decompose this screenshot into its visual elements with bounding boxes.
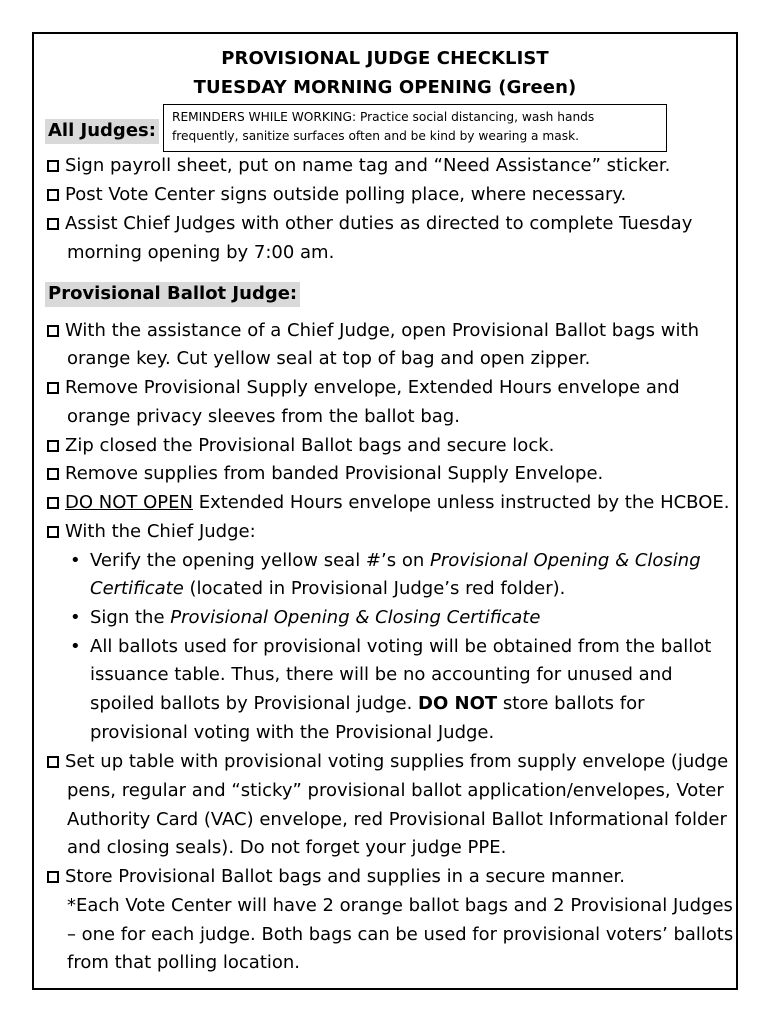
bullet-item-continued: issuance table. Thus, there will be no accounting for unused and	[90, 664, 673, 685]
checklist-item	[47, 863, 625, 891]
do-not-text: DO NOT	[418, 693, 498, 714]
item-text: With the assistance of a Chief Judge, open Provisional Ballot bags with	[65, 320, 699, 341]
checklist-item	[47, 317, 699, 345]
do-not-open-text: DO NOT OPEN	[65, 492, 193, 513]
bullet-item-continued	[90, 575, 565, 603]
reminder-line-1: REMINDERS WHILE WORKING: Practice social distancing, wash hands	[172, 110, 595, 124]
bullet-item	[90, 547, 701, 575]
all-judges-header: All Judges:	[45, 119, 159, 144]
page-title: PROVISIONAL JUDGE CHECKLIST	[221, 48, 549, 69]
item-text-continued: orange key. Cut yellow seal at top of bag and open zipper.	[67, 348, 591, 369]
bullet-icon: •	[70, 550, 81, 571]
checklist-item	[47, 518, 256, 546]
bullet-item: All ballots used for provisional voting will be obtained from the ballot	[90, 636, 712, 657]
bullet-icon: •	[70, 636, 81, 657]
bullet-text: Verify the opening yellow seal #’s on	[90, 550, 430, 571]
checkbox[interactable]	[47, 382, 59, 394]
item-text-continued: Authority Card (VAC) envelope, red Provisional Ballot Informational folder	[67, 809, 727, 830]
certificate-title: Provisional Opening & Closing	[429, 550, 701, 571]
bullet-item-continued	[90, 690, 645, 718]
checkbox[interactable]	[47, 468, 59, 480]
checkbox[interactable]	[47, 218, 59, 230]
item-text: Set up table with provisional voting supplies from supply envelope (judge	[65, 751, 729, 772]
checkbox[interactable]	[47, 497, 59, 509]
item-text: Extended Hours envelope unless instructed by the HCBOE.	[192, 492, 730, 513]
certificate-title: Provisional Opening & Closing Certificate	[170, 607, 541, 628]
bullet-text: spoiled ballots by Provisional judge.	[90, 693, 419, 714]
item-text-continued: from that polling location.	[67, 952, 301, 973]
bullet-item-continued: provisional voting with the Provisional Judge.	[90, 722, 495, 743]
item-text: Remove Provisional Supply envelope, Extended Hours envelope and	[65, 377, 680, 398]
checklist-item	[47, 374, 680, 402]
item-text-continued: – one for each judge. Both bags can be used for provisional voters’ ballots	[67, 924, 734, 945]
reminder-box	[163, 104, 667, 152]
item-text-continued: and closing seals). Do not forget your judge PPE.	[67, 837, 507, 858]
certificate-title: Certificate	[90, 578, 184, 599]
item-text: Store Provisional Ballot bags and supplies in a secure manner.	[65, 866, 625, 887]
item-text: Remove supplies from banded Provisional Supply Envelope.	[65, 463, 604, 484]
item-text: With the Chief Judge:	[65, 521, 256, 542]
checklist-item	[47, 489, 729, 517]
item-text: Sign payroll sheet, put on name tag and “Need Assistance” sticker.	[65, 155, 671, 176]
provisional-judge-header: Provisional Ballot Judge:	[45, 282, 300, 307]
bullet-icon: •	[70, 607, 81, 628]
checkbox[interactable]	[47, 160, 59, 172]
bullet-text: store ballots for	[497, 693, 645, 714]
item-text: Zip closed the Provisional Ballot bags and secure lock.	[65, 435, 555, 456]
item-text-continued: *Each Vote Center will have 2 orange ballot bags and 2 Provisional Judges	[67, 895, 733, 916]
checklist-item	[47, 181, 626, 209]
checklist-item	[47, 432, 554, 460]
checkbox[interactable]	[47, 440, 59, 452]
checkbox[interactable]	[47, 189, 59, 201]
item-text: Assist Chief Judges with other duties as directed to complete Tuesday	[65, 213, 693, 234]
checkbox[interactable]	[47, 526, 59, 538]
bullet-text: Sign the	[90, 607, 171, 628]
item-text-continued: orange privacy sleeves from the ballot bag.	[67, 406, 460, 427]
bullet-item	[90, 604, 540, 632]
checklist-item	[47, 460, 603, 488]
item-text-continued: morning opening by 7:00 am.	[67, 242, 335, 263]
checklist-item	[47, 210, 692, 238]
checklist-item	[47, 152, 670, 180]
reminder-line-2: frequently, sanitize surfaces often and be kind by wearing a mask.	[172, 129, 580, 143]
checkbox[interactable]	[47, 756, 59, 768]
page-subtitle: TUESDAY MORNING OPENING (Green)	[193, 77, 577, 98]
checkbox[interactable]	[47, 871, 59, 883]
checklist-item	[47, 748, 728, 776]
bullet-text: (located in Provisional Judge’s red folder).	[183, 578, 566, 599]
item-text: Post Vote Center signs outside polling place, where necessary.	[65, 184, 627, 205]
item-text-continued: pens, regular and “sticky” provisional ballot application/envelopes, Voter	[67, 780, 724, 801]
checkbox[interactable]	[47, 325, 59, 337]
